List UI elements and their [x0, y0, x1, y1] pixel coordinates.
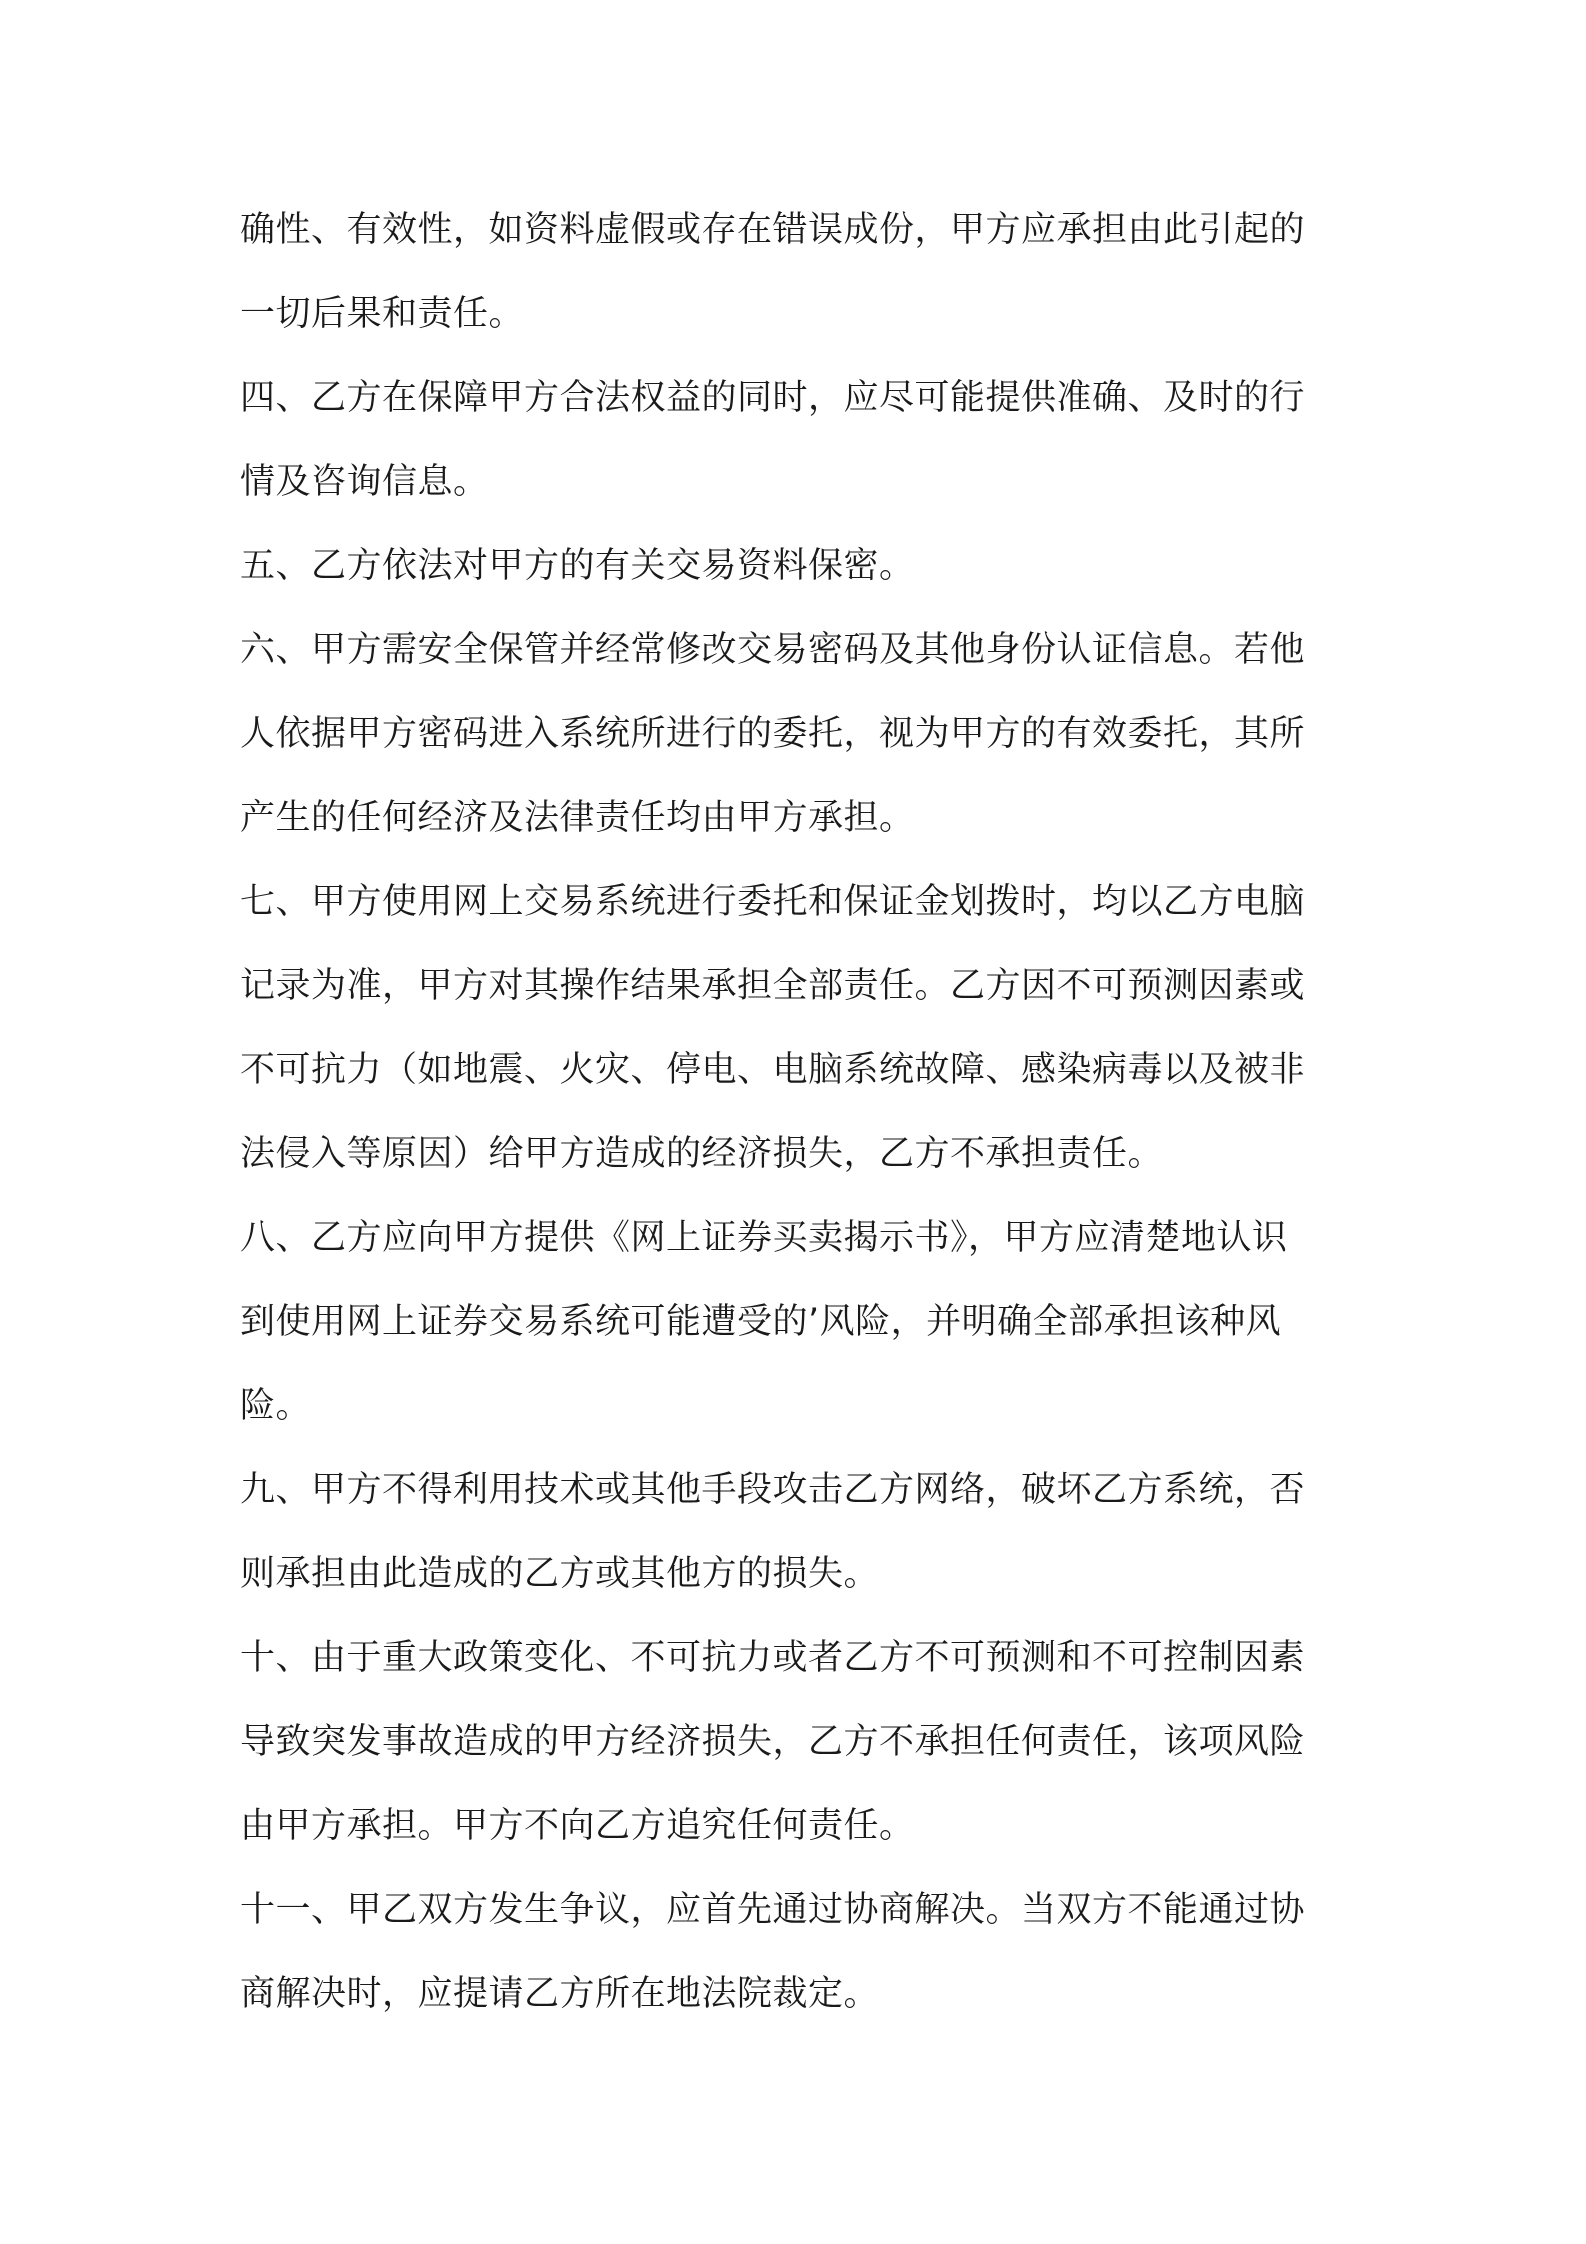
text-line: 人依据甲方密码进入系统所进行的委托，视为甲方的有效委托，其所 — [240, 714, 1306, 754]
text-line: 由甲方承担。甲方不向乙方追究任何责任。 — [240, 1806, 915, 1846]
text-line: 八、乙方应向甲方提供《网上证券买卖揭示书》，甲方应清楚地认识 — [240, 1218, 1288, 1258]
text-line: 十、由于重大政策变化、不可抗力或者乙方不可预测和不可控制因素 — [240, 1638, 1306, 1678]
text-line: 情及咨询信息。 — [240, 462, 489, 502]
text-line: 法侵入等原因）给甲方造成的经济损失，乙方不承担责任。 — [240, 1134, 1164, 1174]
text-line: 一切后果和责任。 — [240, 294, 525, 334]
text-line: 确性、有效性，如资料虚假或存在错误成份，甲方应承担由此引起的 — [240, 210, 1306, 250]
text-line: 记录为准，甲方对其操作结果承担全部责任。乙方因不可预测因素或 — [240, 966, 1306, 1006]
text-line: 不可抗力（如地震、火灾、停电、电脑系统故障、感染病毒以及被非 — [240, 1050, 1306, 1090]
text-line: 险。 — [240, 1386, 312, 1426]
text-line: 商解决时，应提请乙方所在地法院裁定。 — [240, 1974, 880, 2014]
text-line: 产生的任何经济及法律责任均由甲方承担。 — [240, 798, 915, 838]
text-line: 导致突发事故造成的甲方经济损失，乙方不承担任何责任，该项风险 — [240, 1722, 1306, 1762]
text-line: 六、甲方需安全保管并经常修改交易密码及其他身份认证信息。若他 — [240, 630, 1306, 670]
text-line: 则承担由此造成的乙方或其他方的损失。 — [240, 1554, 880, 1594]
text-line: 七、甲方使用网上交易系统进行委托和保证金划拨时，均以乙方电脑 — [240, 882, 1306, 922]
text-line: 四、乙方在保障甲方合法权益的同时，应尽可能提供准确、及时的行 — [240, 378, 1306, 418]
text-line: 九、甲方不得利用技术或其他手段攻击乙方网络，破坏乙方系统，否 — [240, 1470, 1306, 1510]
text-line: 到使用网上证券交易系统可能遭受的’风险，并明确全部承担该种风 — [240, 1302, 1282, 1342]
text-line: 十一、甲乙双方发生争议，应首先通过协商解决。当双方不能通过协 — [240, 1890, 1306, 1930]
document-body — [240, 198, 1370, 2046]
text-line: 五、乙方依法对甲方的有关交易资料保密。 — [240, 546, 915, 586]
